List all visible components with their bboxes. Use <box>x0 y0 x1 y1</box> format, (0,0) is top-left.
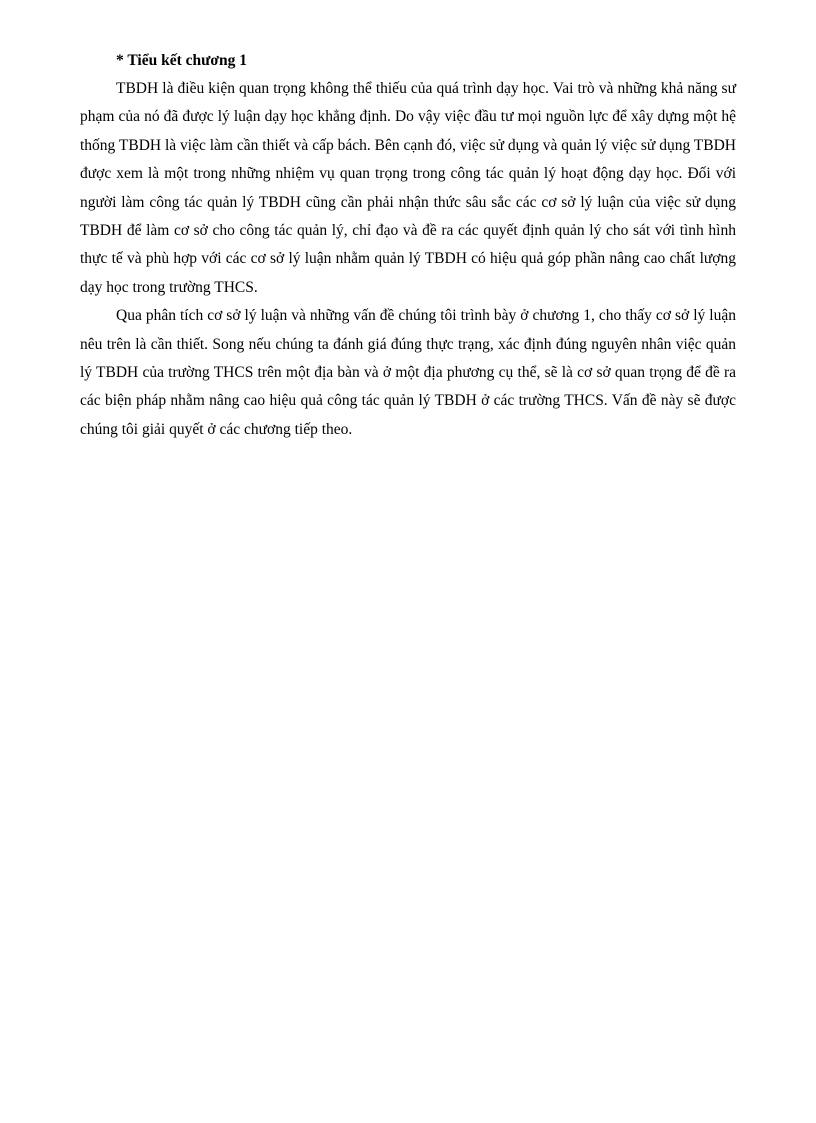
section-heading: * Tiểu kết chương 1 <box>116 52 248 69</box>
document-page <box>80 47 736 444</box>
paragraph-1: TBDH là điều kiện quan trọng không thể thiếu của quá trình dạy học. Vai trò và những khả năng sư phạm của nó đã được lý luận dạy học khẳng định. Do vậy việc đầu tư mọi nguồn lực để xây dựng một hệ thống TBDH là việc làm cần thiết và cấp bách. Bên cạnh đó, việc sử dụng và quản lý việc sử dụng TBDH được xem là một trong những nhiệm vụ quan trọng trong công tác quản lý hoạt động dạy học. Đối với người làm công tác quản lý TBDH cũng cần phải nhận thức sâu sắc các cơ sở lý luận của việc sử dụng TBDH để làm cơ sở cho công tác quản lý, chỉ đạo và đề ra các quyết định quản lý cho sát với tình hình thực tế và phù hợp với các cơ sở lý luận nhằm quản lý TBDH có hiệu quả góp phần nâng cao chất lượng dạy học trong trường THCS. <box>80 80 736 296</box>
paragraph-2: Qua phân tích cơ sở lý luận và những vấn đề chúng tôi trình bày ở chương 1, cho thấy cơ sở lý luận nêu trên là cần thiết. Song nếu chúng ta đánh giá đúng thực trạng, xác định đúng nguyên nhân việc quản lý TBDH của trường THCS trên một địa bàn và ở một địa phương cụ thể, sẽ là cơ sở quan trọng để đề ra các biện pháp nhằm nâng cao hiệu quả công tác quản lý TBDH ở các trường THCS. Vấn đề này sẽ được chúng tôi giải quyết ở các chương tiếp theo. <box>80 307 736 438</box>
